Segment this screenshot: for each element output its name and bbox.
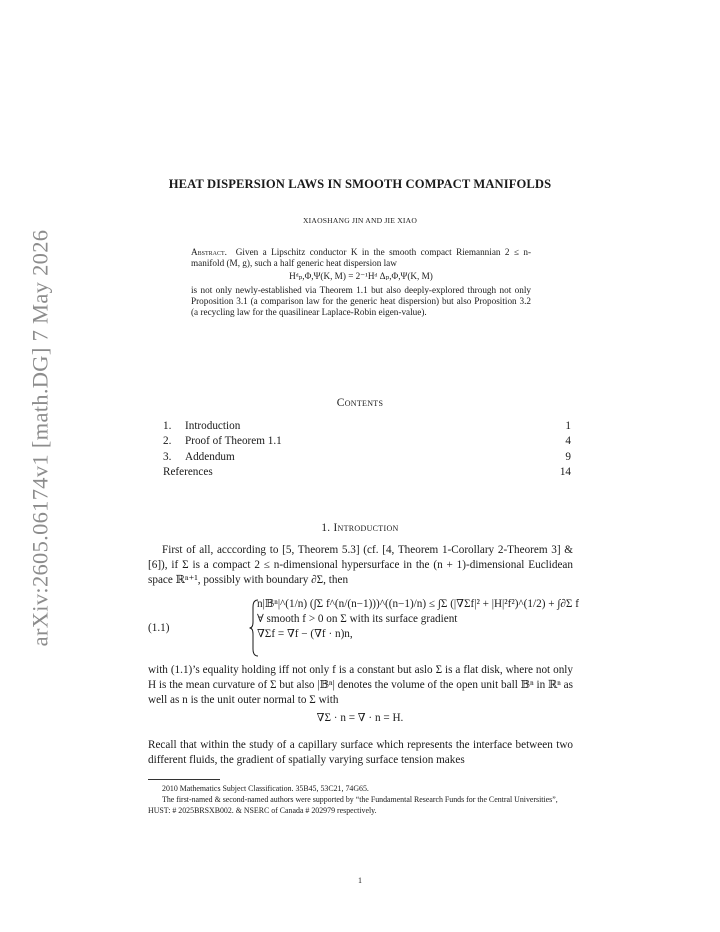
toc-label: References (163, 466, 213, 479)
page-number: 1 (358, 876, 362, 885)
equation-case-gradient: ∇Σf = ∇f − (∇f · n)n, (257, 628, 353, 641)
toc-row[interactable] (163, 434, 571, 450)
abstract-line1: Given a Lipschitz conductor K in the smooth compact Riemannian 2 ≤ n-manifold (M, g), such a half generic heat dispersion law (191, 247, 532, 269)
abstract (191, 247, 531, 319)
abstract-equation: Hᵈₚ,Φ,Ψ(K, M) = 2⁻¹Hᵈ Δₚ,Φ,Ψ(K, M) (289, 271, 433, 282)
intro-paragraph-2: with (1.1)’s equality holding iff not only f is a constant but aslo Σ is a flat disk, where not only H is the mean curvature of Σ but also |𝔹ⁿ| denotes the volume of the open unit ball 𝔹ⁿ in ℝⁿ as well as n is the unit outer normal to Σ with (148, 664, 573, 707)
paper-title: HEAT DISPERSION LAWS IN SMOOTH COMPACT MANIFOLDS (168, 177, 552, 191)
arxiv-identifier-stamp (22, 229, 58, 646)
abstract-opening (191, 247, 531, 269)
table-of-contents (163, 418, 571, 480)
equation-cases (257, 597, 579, 643)
intro-paragraph-1: First of all, acccording to [5, Theorem 5.3] (cf. [4, Theorem 1-Corollary 2-Theorem 3] & [6]), if Σ is a compact 2 ≤ n-dimensional hypersurface in the (n + 1)-dimensional Euclidean space ℝⁿ⁺¹, possibly with boundary ∂Σ, then (148, 544, 573, 587)
toc-number: 1. (163, 419, 172, 432)
abstract-label: Abstract. (191, 247, 227, 257)
toc-row[interactable] (163, 418, 571, 434)
toc-label: Addendum (185, 450, 235, 463)
display-equation: ∇Σ · n = ∇ · n = H. (316, 712, 404, 724)
equation-case-inequality: n|𝔹ⁿ|^(1/n) (∫Σ f^(n/(n−1)))^((n−1)/n) ≤ ∫Σ (|∇Σf|² + |H|²f²)^(1/2) + ∫∂Σ f (257, 598, 579, 610)
toc-number: 2. (163, 435, 172, 448)
footnote-msc: 2010 Mathematics Subject Classification. 35B45, 53C21, 74G65. (162, 784, 369, 793)
contents-heading: Contents (336, 397, 384, 409)
toc-label: Introduction (185, 419, 241, 432)
toc-label: Proof of Theorem 1.1 (185, 435, 282, 448)
intro-paragraph-3: Recall that within the study of a capillary surface which represents the interface between two different fluids, the gradient of spatially varying surface tension makes (148, 739, 573, 767)
paper-authors: XIAOSHANG JIN AND JIE XIAO (302, 216, 418, 225)
footnote-funding: The first-named & second-named authors were supported by “the Fundamental Research Funds for the Central Universities”, HUST: # 2025BRSXB002. & NSERC of Canada # 202979 respectively. (148, 795, 558, 816)
toc-page: 4 (565, 435, 571, 448)
abstract-line2: is not only newly-established via Theorem 1.1 but also deeply-explored through not only Proposition 3.1 (a comparison law for the generic heat dispersion) but also Proposition 3.2 (a recycling law for the quasilinear Laplace-Robin eigen-value). (191, 285, 531, 318)
toc-page: 1 (565, 419, 571, 432)
footnote-rule (148, 779, 220, 780)
equation-case-condition: ∀ smooth f > 0 on Σ with its surface gradient (257, 613, 458, 626)
toc-number: 3. (163, 450, 172, 463)
arxiv-stamp-text: arXiv:2605.06174v1 [math.DG] 7 May 2026 (27, 229, 52, 646)
section-heading: 1. Introduction (321, 522, 399, 534)
footnotes (148, 783, 573, 817)
toc-page: 9 (565, 450, 571, 463)
toc-row[interactable] (163, 465, 571, 481)
toc-row[interactable] (163, 449, 571, 465)
toc-page: 14 (559, 466, 571, 479)
equation-label: (1.1) (148, 622, 170, 634)
